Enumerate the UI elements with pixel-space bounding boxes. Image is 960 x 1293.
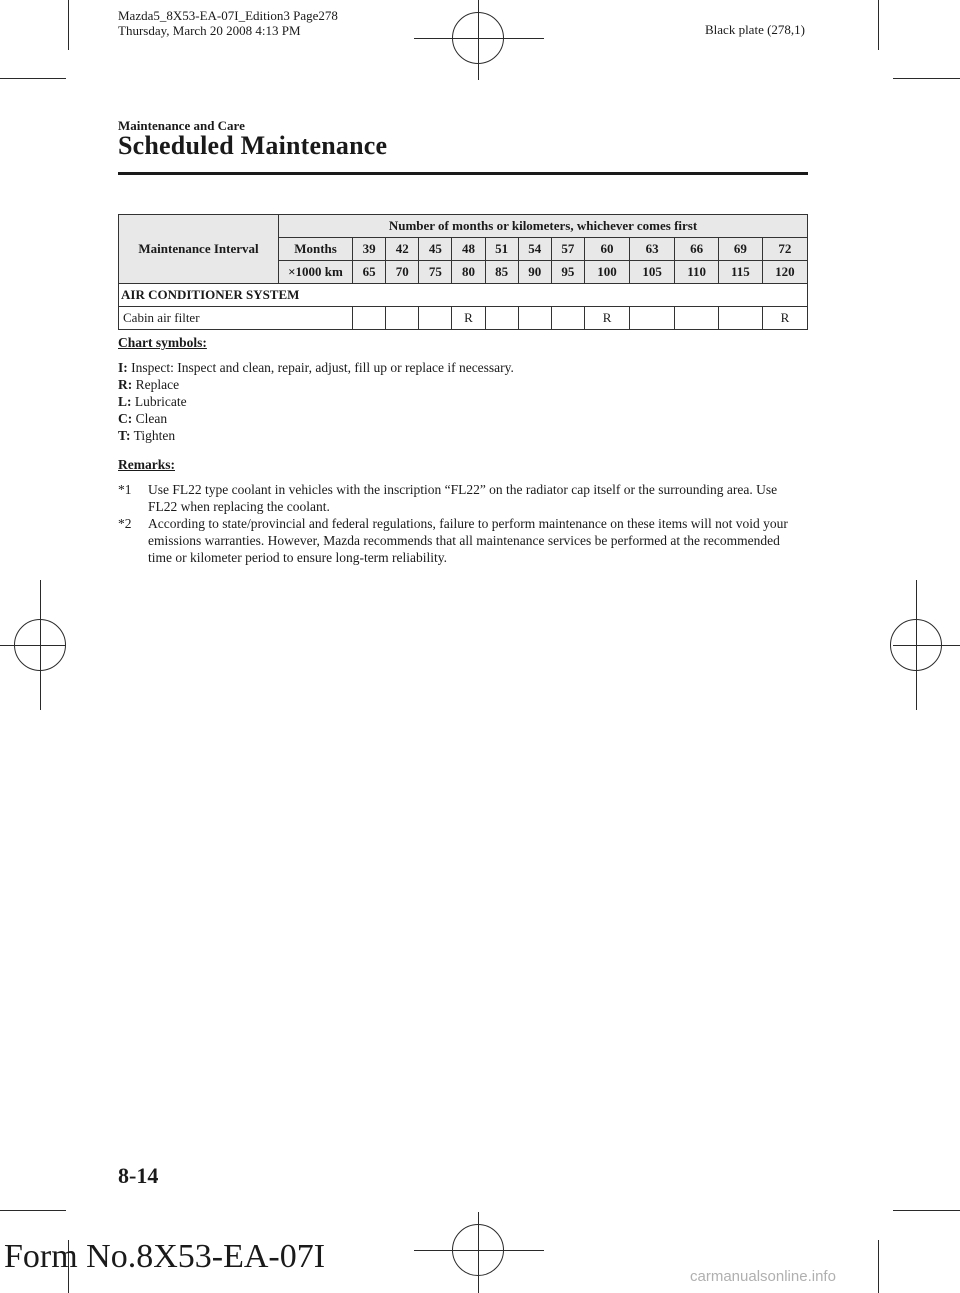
chart-symbol-item: [118, 410, 514, 427]
chart-symbol-key: I:: [118, 360, 128, 375]
km-cell: 115: [719, 261, 763, 284]
months-cell: 57: [551, 238, 584, 261]
remarks-title: Remarks:: [118, 457, 175, 472]
chart-symbols-heading: [118, 334, 207, 351]
crop-mark: [68, 0, 69, 50]
months-cell: 60: [584, 238, 629, 261]
registration-target-icon: [14, 619, 66, 671]
system-section-label: AIR CONDITIONER SYSTEM: [119, 284, 808, 307]
maintenance-table: [118, 214, 808, 330]
months-cell: 66: [675, 238, 719, 261]
chart-symbol-text: Tighten: [133, 428, 176, 443]
km-cell: 110: [675, 261, 719, 284]
km-cell: 65: [353, 261, 386, 284]
remark-text: According to state/provincial and federal regulations, failure to perform maintenance on these items will not void your emissions warranties. However, Mazda recommends that all maintenance services be performed at the recommended time or kilometer period to ensure long-term reliability.: [148, 516, 788, 565]
km-cell: 120: [762, 261, 807, 284]
chart-symbol-key: R:: [118, 377, 133, 392]
months-cell: 45: [419, 238, 452, 261]
chart-symbol-item: [118, 427, 514, 444]
km-cell: 70: [386, 261, 419, 284]
span-header: Number of months or kilometers, whichever comes first: [279, 215, 808, 238]
km-label: ×1000 km: [279, 261, 353, 284]
chart-symbols-list: [118, 359, 514, 444]
section-row: [119, 284, 808, 307]
plate-label: Black plate (278,1): [705, 22, 805, 37]
chart-symbol-item: [118, 376, 514, 393]
chart-symbol-text: Lubricate: [134, 394, 187, 409]
page-title: Scheduled Maintenance: [118, 131, 388, 160]
remark-number: *1: [118, 482, 132, 497]
title-rule: [118, 172, 808, 175]
chart-symbol-text: Clean: [135, 411, 168, 426]
crop-mark: [878, 1240, 879, 1293]
chart-symbol-item: [118, 393, 514, 410]
schedule-cell: [518, 307, 551, 330]
crop-mark: [0, 78, 66, 79]
schedule-cell: R: [762, 307, 807, 330]
km-cell: 80: [452, 261, 485, 284]
km-cell: 90: [518, 261, 551, 284]
remark-number: *2: [118, 516, 132, 531]
chart-symbol-key: T:: [118, 428, 131, 443]
registration-target-icon: [890, 619, 942, 671]
schedule-cell: [386, 307, 419, 330]
crop-mark: [0, 1210, 66, 1211]
chart-symbols-title: Chart symbols:: [118, 335, 207, 350]
schedule-cell: R: [584, 307, 629, 330]
months-cell: 63: [630, 238, 675, 261]
remark-item: [118, 515, 798, 566]
remark-item: [118, 481, 798, 515]
table-row: [119, 307, 808, 330]
page-number: 8-14: [118, 1163, 159, 1188]
crop-mark: [893, 1210, 960, 1211]
crop-mark: [893, 78, 960, 79]
table-header-row: [119, 215, 808, 238]
print-header-line1: Mazda5_8X53-EA-07I_Edition3 Page278: [118, 8, 338, 23]
watermark: carmanualsonline.info: [690, 1268, 836, 1285]
schedule-cell: R: [452, 307, 485, 330]
months-cell: 39: [353, 238, 386, 261]
schedule-cell: [551, 307, 584, 330]
km-cell: 85: [485, 261, 518, 284]
remark-text: Use FL22 type coolant in vehicles with the inscription “FL22” on the radiator cap itself or the surrounding area. Use FL22 when replacing the coolant.: [148, 482, 778, 514]
registration-target-icon: [452, 1224, 504, 1276]
months-cell: 42: [386, 238, 419, 261]
schedule-cell: [630, 307, 675, 330]
km-cell: 95: [551, 261, 584, 284]
schedule-cell: [419, 307, 452, 330]
chart-symbol-key: C:: [118, 411, 133, 426]
schedule-cell: [485, 307, 518, 330]
km-cell: 105: [630, 261, 675, 284]
chart-symbol-text: Replace: [135, 377, 180, 392]
months-cell: 72: [762, 238, 807, 261]
months-cell: 54: [518, 238, 551, 261]
interval-header: Maintenance Interval: [119, 215, 279, 284]
months-cell: 51: [485, 238, 518, 261]
registration-target-icon: [452, 12, 504, 64]
km-cell: 75: [419, 261, 452, 284]
months-cell: 48: [452, 238, 485, 261]
months-label: Months: [279, 238, 353, 261]
schedule-cell: [675, 307, 719, 330]
item-name: Cabin air filter: [119, 307, 353, 330]
chart-symbol-key: L:: [118, 394, 132, 409]
km-cell: 100: [584, 261, 629, 284]
chart-symbol-item: [118, 359, 514, 376]
crop-mark: [878, 0, 879, 50]
schedule-cell: [719, 307, 763, 330]
months-cell: 69: [719, 238, 763, 261]
form-number: Form No.8X53-EA-07I: [4, 1238, 326, 1275]
section-label: Maintenance and Care: [118, 118, 245, 133]
remarks-heading: [118, 456, 175, 473]
print-header-line2: Thursday, March 20 2008 4:13 PM: [118, 23, 301, 38]
print-header: [118, 8, 338, 38]
chart-symbol-text: Inspect: Inspect and clean, repair, adjust, fill up or replace if necessary.: [131, 360, 514, 375]
schedule-cell: [353, 307, 386, 330]
maintenance-table-body: [119, 215, 808, 330]
